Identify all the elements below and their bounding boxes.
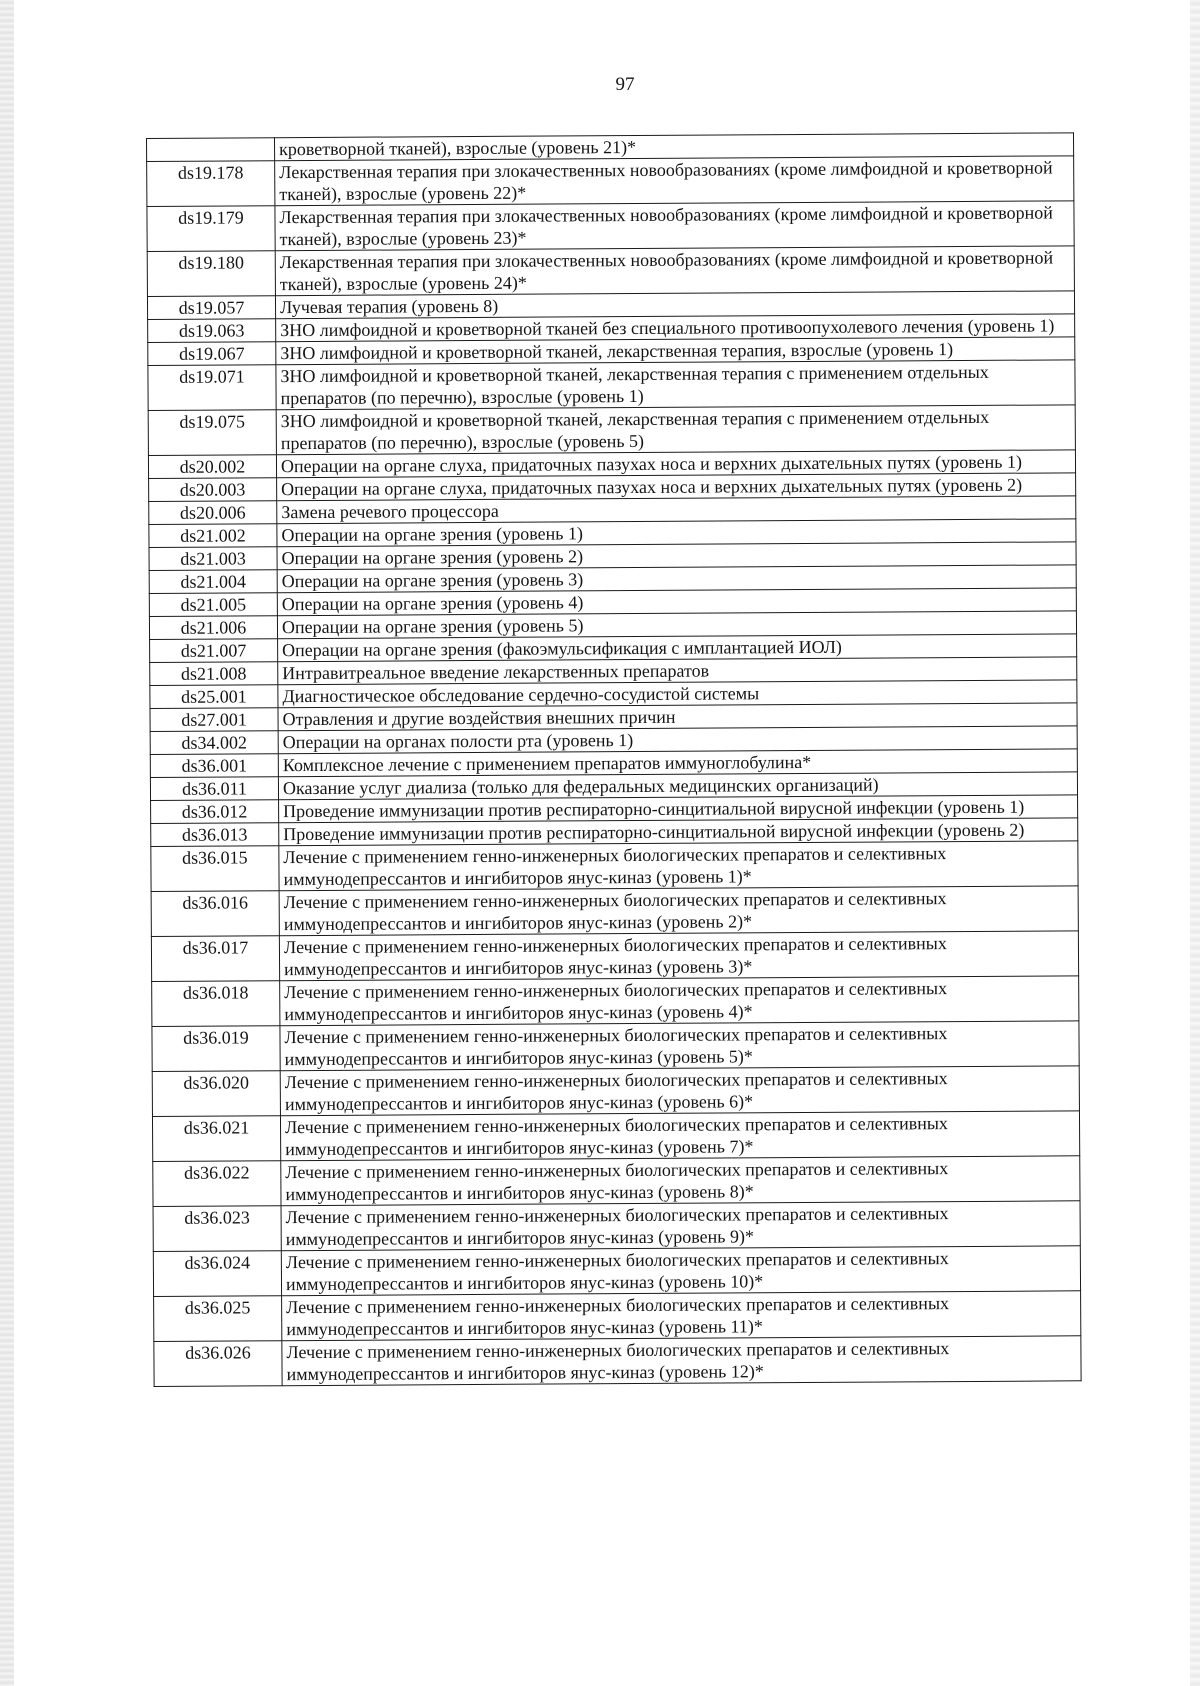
- row-description: Лечение с применением генно-инженерных биологических препаратов и селективных иммунодепрессантов и ингибиторов янус-киназ (уровень 10)*: [281, 1246, 1080, 1296]
- row-code: ds21.006: [149, 616, 277, 640]
- row-description: Операции на органе зрения (уровень 4): [277, 588, 1076, 616]
- row-description: Операции на органе зрения (факоэмульсификация с имплантацией ИОЛ): [278, 634, 1077, 662]
- table-row: [154, 1291, 1081, 1342]
- row-code: ds21.007: [150, 639, 278, 663]
- row-description: Операции на органах полости рта (уровень 1): [278, 726, 1077, 754]
- table-body: [147, 133, 1082, 1387]
- row-code: ds20.006: [149, 501, 277, 525]
- row-description: кроветворной тканей), взрослые (уровень 21)*: [275, 133, 1074, 161]
- row-description: Проведение иммунизации против респираторно-синцитиальной вирусной инфекции (уровень 1): [279, 795, 1078, 823]
- row-description: Лечение с применением генно-инженерных биологических препаратов и селективных иммунодепрессантов и ингибиторов янус-киназ (уровень 3)*: [279, 931, 1078, 981]
- row-code: ds21.005: [149, 593, 277, 617]
- row-description: Лечение с применением генно-инженерных биологических препаратов и селективных иммунодепрессантов и ингибиторов янус-киназ (уровень 7)*: [280, 1111, 1079, 1161]
- row-description: Проведение иммунизации против респираторно-синцитиальной вирусной инфекции (уровень 2): [279, 818, 1078, 846]
- table-row: [147, 156, 1074, 207]
- row-description: Оказание услуг диализа (только для федеральных медицинских организаций): [278, 772, 1077, 800]
- table-row: [147, 246, 1074, 297]
- table-row: [148, 360, 1075, 411]
- table-row: [153, 1156, 1080, 1207]
- table-row: [151, 841, 1078, 892]
- table-row: [152, 976, 1079, 1027]
- tariff-table: [146, 132, 1082, 1387]
- table-row: [148, 405, 1075, 456]
- row-description: Лечение с применением генно-инженерных биологических препаратов и селективных иммунодепрессантов и ингибиторов янус-киназ (уровень 5)*: [280, 1021, 1079, 1071]
- row-description: ЗНО лимфоидной и кроветворной тканей без специального противоопухолевого лечения (уровень 1): [276, 314, 1075, 342]
- scan-edge-left: [0, 0, 14, 1686]
- row-code: ds27.001: [150, 708, 278, 732]
- row-description: Комплексное лечение с применением препаратов иммуноглобулина*: [278, 749, 1077, 777]
- row-description: Лечение с применением генно-инженерных биологических препаратов и селективных иммунодепрессантов и ингибиторов янус-киназ (уровень 6)*: [280, 1066, 1079, 1116]
- row-code: ds36.015: [151, 846, 279, 892]
- row-code: ds21.004: [149, 570, 277, 594]
- row-code: ds36.025: [154, 1296, 282, 1342]
- table-row: [151, 931, 1078, 982]
- table-row: [154, 1336, 1081, 1387]
- row-code: [147, 138, 275, 162]
- row-description: Отравления и другие воздействия внешних причин: [278, 703, 1077, 731]
- page-number: 97: [615, 74, 635, 95]
- row-description: Лучевая терапия (уровень 8): [275, 291, 1074, 319]
- row-code: ds19.075: [148, 410, 276, 456]
- row-code: ds21.003: [149, 547, 277, 571]
- row-code: ds19.180: [147, 251, 275, 297]
- row-code: ds21.002: [149, 524, 277, 548]
- row-code: ds36.020: [152, 1071, 280, 1117]
- row-description: Лечение с применением генно-инженерных биологических препаратов и селективных иммунодепрессантов и ингибиторов янус-киназ (уровень 9)*: [281, 1201, 1080, 1251]
- row-description: Лечение с применением генно-инженерных биологических препаратов и селективных иммунодепрессантов и ингибиторов янус-киназ (уровень 4)*: [280, 976, 1079, 1026]
- row-code: ds19.178: [147, 161, 275, 207]
- row-code: ds36.026: [154, 1341, 282, 1387]
- row-code: ds36.012: [151, 800, 279, 824]
- row-code: ds21.008: [150, 662, 278, 686]
- table-row: [153, 1201, 1080, 1252]
- row-code: ds36.023: [153, 1206, 281, 1252]
- row-description: Лекарственная терапия при злокачественных новообразованиях (кроме лимфоидной и кроветворной тканей), взрослые (уровень 22)*: [275, 156, 1074, 206]
- row-code: ds34.002: [150, 731, 278, 755]
- row-code: ds20.002: [148, 455, 276, 479]
- row-description: Операции на органе зрения (уровень 3): [277, 565, 1076, 593]
- table-row: [151, 886, 1078, 937]
- row-code: ds19.071: [148, 365, 276, 411]
- row-description: Операции на органе зрения (уровень 5): [277, 611, 1076, 639]
- table-row: [152, 1066, 1079, 1117]
- row-code: ds25.001: [150, 685, 278, 709]
- row-description: Лечение с применением генно-инженерных биологических препаратов и селективных иммунодепрессантов и ингибиторов янус-киназ (уровень 12)*: [282, 1336, 1081, 1386]
- table-row: [153, 1246, 1080, 1297]
- table-row: [147, 201, 1074, 252]
- row-code: ds36.001: [150, 754, 278, 778]
- row-description: Замена речевого процессора: [277, 496, 1076, 524]
- row-description: Операции на органе слуха, придаточных пазухах носа и верхних дыхательных путях (уровень 2): [277, 473, 1076, 501]
- row-description: Лекарственная терапия при злокачественных новообразованиях (кроме лимфоидной и кроветворной тканей), взрослые (уровень 24)*: [275, 246, 1074, 296]
- row-description: Лечение с применением генно-инженерных биологических препаратов и селективных иммунодепрессантов и ингибиторов янус-киназ (уровень 2)*: [279, 886, 1078, 936]
- row-description: Операции на органе зрения (уровень 2): [277, 542, 1076, 570]
- row-description: Интравитреальное введение лекарственных препаратов: [278, 657, 1077, 685]
- row-code: ds36.017: [151, 936, 279, 982]
- row-description: Операции на органе слуха, придаточных пазухах носа и верхних дыхательных путях (уровень 1): [276, 450, 1075, 478]
- scan-edge-right: [1190, 0, 1200, 1686]
- row-code: ds36.021: [152, 1116, 280, 1162]
- row-description: Лечение с применением генно-инженерных биологических препаратов и селективных иммунодепрессантов и ингибиторов янус-киназ (уровень 8)*: [281, 1156, 1080, 1206]
- row-description: Лечение с применением генно-инженерных биологических препаратов и селективных иммунодепрессантов и ингибиторов янус-киназ (уровень 11)*: [282, 1291, 1081, 1341]
- row-description: Лечение с применением генно-инженерных биологических препаратов и селективных иммунодепрессантов и ингибиторов янус-киназ (уровень 1)*: [279, 841, 1078, 891]
- row-description: ЗНО лимфоидной и кроветворной тканей, лекарственная терапия с применением отдельных препаратов (по перечню), взрослые (уровень 5): [276, 405, 1075, 455]
- table-row: [152, 1021, 1079, 1072]
- table-row: [152, 1111, 1079, 1162]
- row-code: ds36.024: [153, 1251, 281, 1297]
- row-code: ds20.003: [149, 478, 277, 502]
- row-code: ds36.016: [151, 891, 279, 937]
- row-description: Диагностическое обследование сердечно-сосудистой системы: [278, 680, 1077, 708]
- row-description: ЗНО лимфоидной и кроветворной тканей, лекарственная терапия с применением отдельных препаратов (по перечню), взрослые (уровень 1): [276, 360, 1075, 410]
- row-code: ds19.063: [148, 319, 276, 343]
- row-code: ds19.067: [148, 342, 276, 366]
- row-code: ds19.057: [147, 296, 275, 320]
- row-description: ЗНО лимфоидной и кроветворной тканей, лекарственная терапия, взрослые (уровень 1): [276, 337, 1075, 365]
- row-code: ds36.019: [152, 1026, 280, 1072]
- row-code: ds36.018: [152, 981, 280, 1027]
- row-description: Операции на органе зрения (уровень 1): [277, 519, 1076, 547]
- row-code: ds36.011: [150, 777, 278, 801]
- row-code: ds36.022: [153, 1161, 281, 1207]
- row-description: Лекарственная терапия при злокачественных новообразованиях (кроме лимфоидной и кроветворной тканей), взрослые (уровень 23)*: [275, 201, 1074, 251]
- row-code: ds36.013: [151, 823, 279, 847]
- row-code: ds19.179: [147, 206, 275, 252]
